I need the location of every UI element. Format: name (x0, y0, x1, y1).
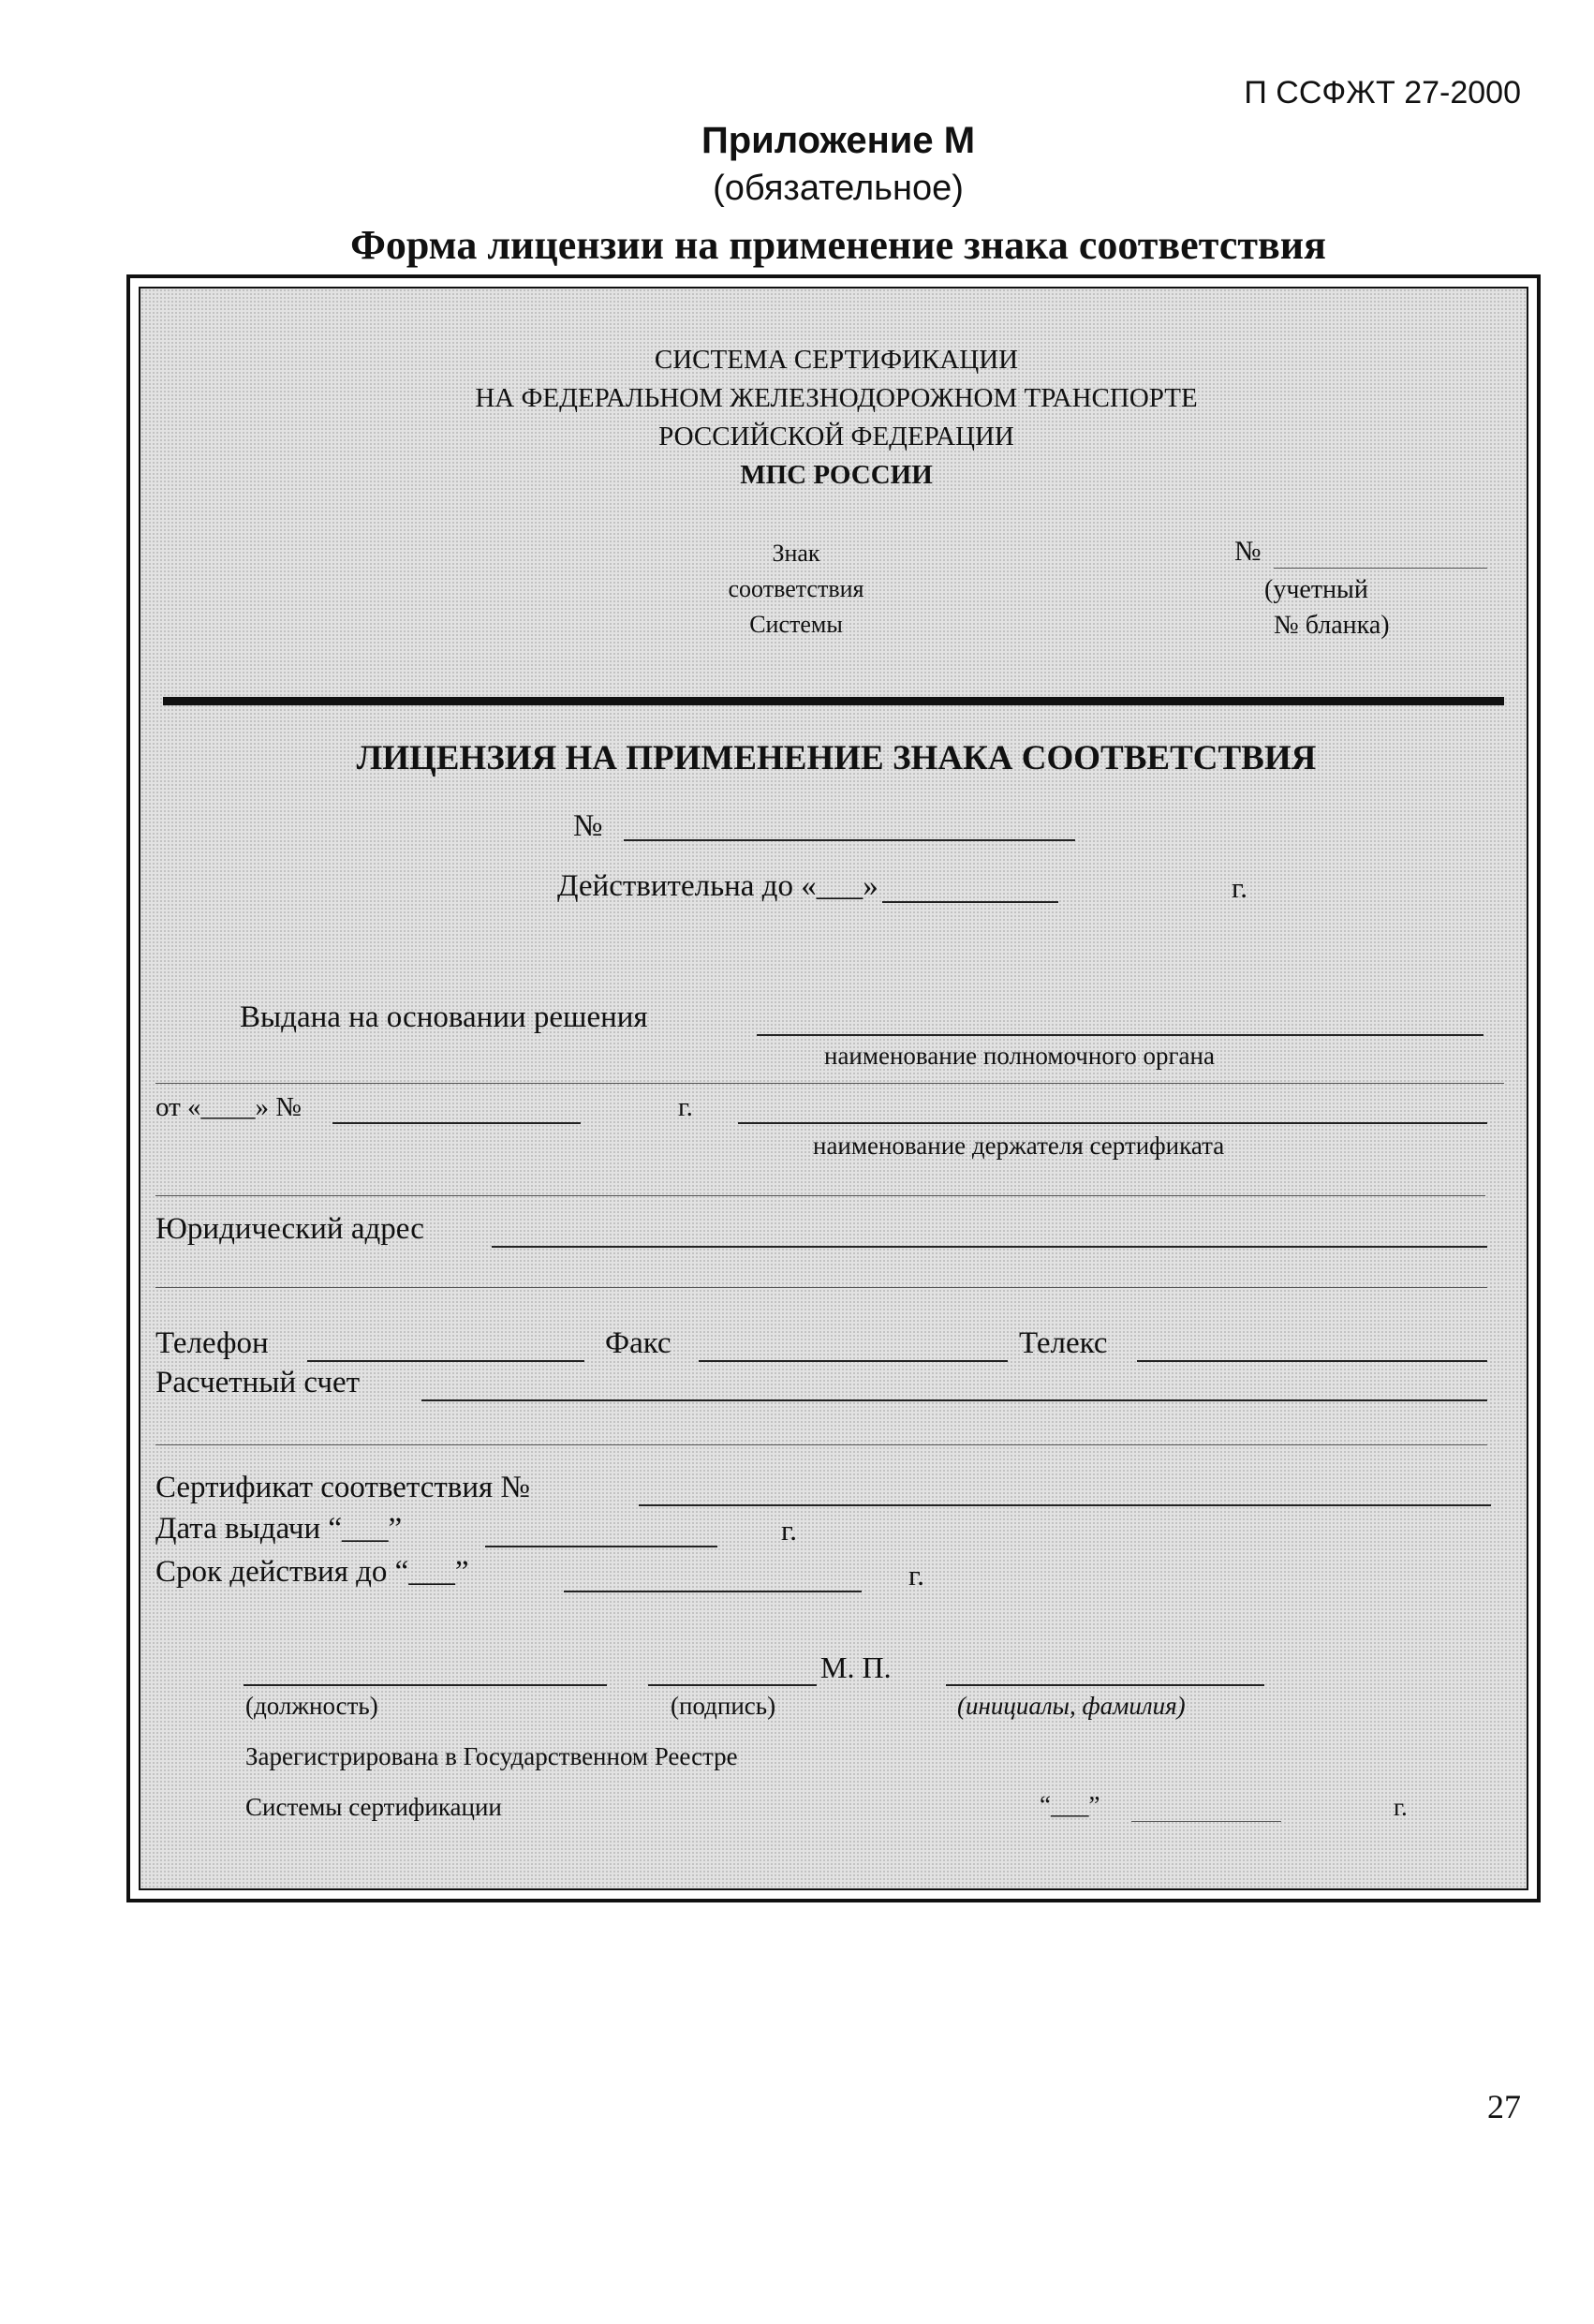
authority-line-2[interactable] (155, 1083, 1504, 1084)
page-number: 27 (1487, 2088, 1521, 2125)
validity-field[interactable] (564, 1591, 862, 1592)
phone-field[interactable] (307, 1360, 584, 1362)
blank-number-caption-2: № бланка) (1274, 611, 1390, 640)
decision-year: г. (678, 1092, 693, 1122)
registration-year: г. (1394, 1793, 1408, 1821)
holder-line-2[interactable] (155, 1195, 1485, 1196)
authority-field[interactable] (757, 1034, 1483, 1036)
account-line-2[interactable] (155, 1444, 1487, 1445)
registered-label: Зарегистрирована в Государственном Реестре (245, 1742, 738, 1770)
decision-number-field[interactable] (332, 1122, 581, 1124)
system-line-3: РОССИЙСКОЙ ФЕДЕРАЦИИ (658, 422, 1014, 451)
certificate-label: Сертификат соответствия № (155, 1471, 530, 1504)
holder-field[interactable] (738, 1122, 1487, 1124)
fax-label: Факс (605, 1326, 672, 1360)
form-background (139, 287, 1528, 1890)
annex-status: (обязательное) (713, 169, 964, 208)
position-caption: (должность) (245, 1692, 378, 1720)
phone-label: Телефон (155, 1326, 269, 1360)
license-number-label: № (573, 809, 603, 843)
account-label: Расчетный счет (155, 1366, 361, 1399)
from-number-label: от «____» № (155, 1092, 302, 1122)
legal-address-field[interactable] (492, 1246, 1487, 1248)
position-field[interactable] (244, 1684, 607, 1686)
stamp-label: М. П. (820, 1650, 892, 1684)
legal-address-line-2[interactable] (155, 1287, 1487, 1288)
license-form (126, 274, 1541, 1902)
system-line-2: НА ФЕДЕРАЛЬНОМ ЖЕЛЕЗНОДОРОЖНОМ ТРАНСПОРТЕ (475, 383, 1198, 413)
annex-title: Приложение М (701, 120, 976, 161)
valid-until-year: г. (1232, 871, 1247, 904)
mark-line-1: Знак (772, 540, 820, 567)
cert-system-label: Системы сертификации (245, 1793, 502, 1821)
telex-label: Телекс (1019, 1326, 1108, 1360)
license-number-field[interactable] (624, 839, 1075, 841)
signature-caption: (подпись) (671, 1692, 776, 1720)
system-line-1: СИСТЕМА СЕРТИФИКАЦИИ (654, 345, 1019, 375)
account-field[interactable] (421, 1399, 1487, 1401)
legal-address-label: Юридический адрес (155, 1212, 424, 1246)
issue-date-year: г. (781, 1514, 797, 1547)
license-title: ЛИЦЕНЗИЯ НА ПРИМЕНЕНИЕ ЗНАКА СООТВЕТСТВИЯ (356, 739, 1317, 777)
fax-field[interactable] (699, 1360, 1008, 1362)
name-caption: (инициалы, фамилия) (957, 1692, 1186, 1720)
section-divider (163, 697, 1504, 705)
holder-caption: наименование держателя сертификата (813, 1132, 1225, 1160)
blank-number-line (1274, 568, 1487, 569)
mark-line-3: Системы (749, 611, 843, 638)
issued-basis-label: Выдана на основании решения (240, 1000, 648, 1034)
name-field[interactable] (946, 1684, 1264, 1686)
telex-field[interactable] (1137, 1360, 1487, 1362)
certificate-number-field[interactable] (639, 1504, 1491, 1506)
registration-date-field[interactable] (1131, 1821, 1281, 1822)
mark-line-2: соответствия (728, 575, 864, 602)
registration-date-quote: “___” (1040, 1791, 1100, 1819)
valid-until-label: Действительна до «___» (557, 869, 878, 903)
valid-until-field[interactable] (882, 901, 1058, 903)
issue-date-field[interactable] (485, 1546, 717, 1547)
system-line-4: МПС РОССИИ (740, 460, 933, 490)
validity-label: Срок действия до “___” (155, 1555, 469, 1589)
form-title: Форма лицензии на применение знака соответствия (350, 222, 1326, 268)
blank-number-caption-1: (учетный (1264, 575, 1368, 604)
issue-date-label: Дата выдачи “___” (155, 1512, 403, 1546)
validity-year: г. (908, 1559, 924, 1591)
signature-field[interactable] (648, 1684, 817, 1686)
authority-caption: наименование полномочного органа (824, 1042, 1215, 1070)
document-code: П ССФЖТ 27-2000 (1244, 75, 1521, 111)
blank-number-sign: № (1234, 536, 1262, 567)
